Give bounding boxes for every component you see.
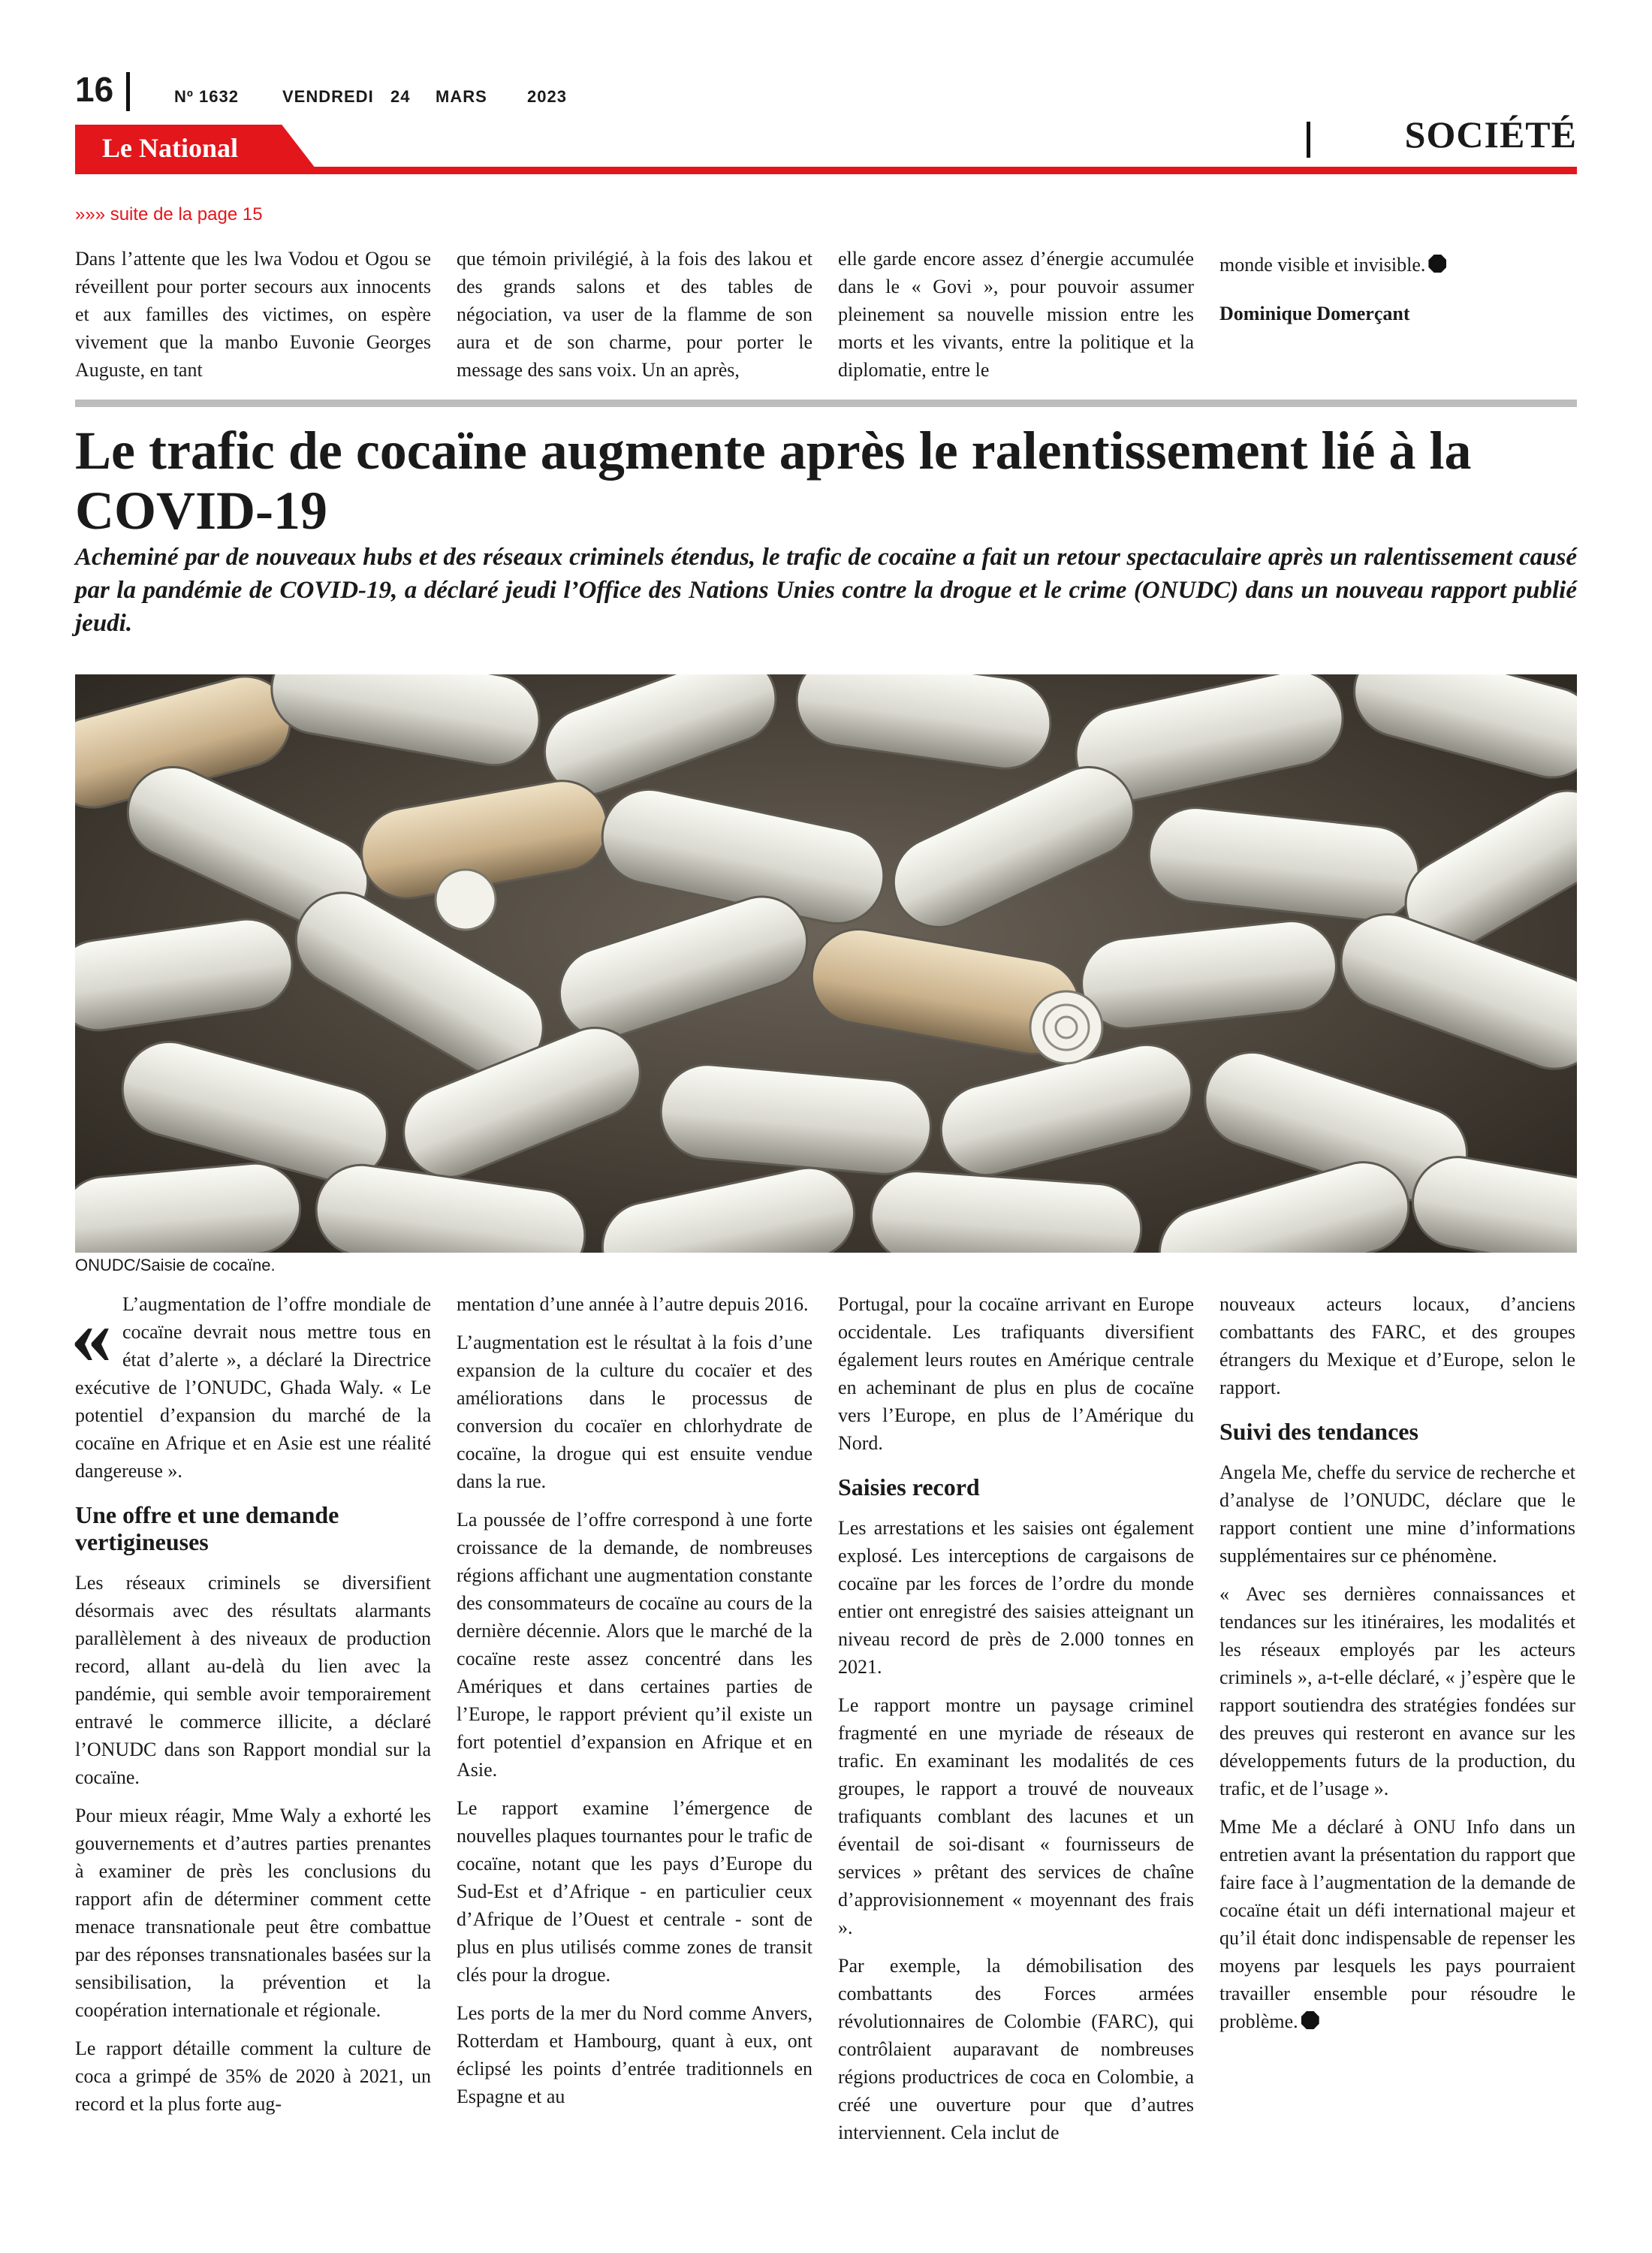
end-of-article-icon	[1301, 2011, 1319, 2029]
opening-quote-mark: «	[71, 1289, 112, 1381]
article-paragraph: Pour mieux réagir, Mme Waly a exhorté les gouvernements et d’autres parties prenantes à examiner de près les conclusions du rapport afin de déterminer comment cette menace transnationale peut être combattue par des réponses transnationales basées sur la sensibilisation, la prévention et la coopération internationale et régionale.	[75, 1805, 431, 2021]
subheading: Suivi des tendances	[1219, 1418, 1418, 1445]
article-col-3	[838, 1290, 1194, 2157]
article-paragraph: Angela Me, cheffe du service de recherche et d’analyse de l’ONUDC, déclare que le rapport contient une mine d’informations supplémentaires sur ce phénomène.	[1219, 1461, 1575, 1567]
prev-article-text: que témoin privilégié, à la fois des lakou et des grands salons et des tables de négociation, va user de la flamme de son aura et de son charme, pour porter le message des sans voix. Un an après,	[457, 248, 812, 381]
continued-from: »»» suite de la page 15	[75, 204, 263, 225]
section-title: SOCIÉTÉ	[1404, 113, 1577, 155]
article-paragraph: Mme Me a déclaré à ONU Info dans un entretien avant la présentation du rapport que faire face à l’augmentation de la demande de cocaïne était un défi international majeur et qu’il était donc indispensable de repenser les moyens par lesquels les pays pourraient travailler ensemble pour résoudre le problème.	[1219, 1816, 1575, 2032]
article-paragraph: Le rapport montre un paysage criminel fragmenté en une myriade de réseaux de trafic. En examinant les modalités de ces groupes, le rapport a trouvé de nouveaux trafiquants comblant des lacunes et un éventail de soi-disant « fournisseurs de services » prêtant des services de chaîne d’approvisionnement « moyennant des frais ».	[838, 1694, 1194, 1938]
article-headline: Le trafic de cocaïne augmente après le ralentissement lié à la COVID-19	[75, 421, 1472, 541]
brand-name: Le National	[102, 133, 239, 163]
issue-month: MARS	[436, 87, 487, 106]
article-paragraph: L’augmentation de l’offre mondiale de cocaïne devrait nous mettre tous en état d’alerte », a déclaré la Directrice exécutive de l’ONUDC, Ghada Waly. « Le potentiel d’expansion du marché de la cocaïne en Afrique et en Asie est une réalité dangereuse ».	[75, 1293, 431, 1482]
cocaine-seizure-photo	[75, 674, 1577, 1253]
prev-article-text: elle garde encore assez d’énergie accumulée dans le « Govi », pour pouvoir assumer pleinement sa nouvelle mission entre les morts et les vivants, entre la politique et la diplomatie, entre le	[838, 248, 1194, 381]
article-paragraph: Les ports de la mer du Nord comme Anvers, Rotterdam et Hambourg, quant à eux, ont éclipsé les points d’entrée traditionnels en Espagne et au	[457, 2002, 812, 2107]
prev-article-text: monde visible et invisible.	[1219, 254, 1426, 276]
article-col-4	[1219, 1290, 1575, 2046]
article-col-2	[457, 1290, 812, 2121]
article-standfirst: Acheminé par de nouveaux hubs et des réseaux criminels étendus, le trafic de cocaïne a fait un retour spectaculaire après un ralentissement causé par la pandémie de COVID-19, a déclaré jeudi l’Office des Nations Unies contre la drogue et le crime (ONUDC) dans un nouveau rapport publié jeudi.	[75, 544, 1577, 637]
prev-article-col-3	[838, 245, 1194, 394]
prev-article-col-1	[75, 245, 431, 394]
prev-article-col-2	[457, 245, 812, 394]
article-paragraph: Les réseaux criminels se diversifient désormais avec des résultats alarmants parallèlement à des niveaux de production record, allant au-delà du lien avec la pandémie, qui semble avoir temporairement entravé le commerce illicite, a déclaré l’ONUDC dans son Rapport mondial sur la cocaïne.	[75, 1572, 431, 1788]
subheading: Une offre et une demande vertigineuses	[75, 1501, 339, 1555]
article-paragraph: L’augmentation est le résultat à la fois d’une expansion de la culture du cocaïer et des améliorations dans le processus de conversion du cocaïer en chlorhydrate de cocaïne, la drogue qui est ensuite vendue dans la rue.	[457, 1332, 812, 1492]
article-paragraph: mentation d’une année à l’autre depuis 2016.	[457, 1293, 809, 1315]
page-number-divider	[126, 72, 130, 111]
photo-caption: ONUDC/Saisie de cocaïne.	[75, 1256, 276, 1274]
article-paragraph: Portugal, pour la cocaïne arrivant en Europe occidentale. Les trafiquants diversifient également leurs routes en Amérique centrale en acheminant de plus en plus de cocaïne vers l’Europe, en plus de l’Amérique du Nord.	[838, 1293, 1194, 1454]
article-photo	[75, 674, 1577, 1253]
prev-article-text: Dans l’attente que les lwa Vodou et Ogou se réveillent pour porter secours aux innocents et aux familles des victimes, on espère vivement que la manbo Euvonie Georges Auguste, en tant	[75, 248, 431, 381]
issue-day: VENDREDI	[282, 87, 374, 106]
page-number: 16	[75, 70, 114, 109]
article-paragraph: Les arrestations et les saisies ont également explosé. Les interceptions de cargaisons de cocaïne par les forces de l’ordre du monde entier ont enregistré des saisies atteignant un niveau record de près de 2.000 tonnes en 2021.	[838, 1517, 1194, 1678]
header-rule	[75, 167, 1577, 174]
article-paragraph: La poussée de l’offre correspond à une forte croissance de la demande, de nombreuses régions affichant une augmentation constante des consommateurs de cocaïne au cours de la dernière décennie. Alors que le marché de la cocaïne reste assez concentré dans les Amériques et dans certaines parties de l’Europe, le rapport prévient qu’il existe un fort potentiel d’expansion en Afrique et en Asie.	[457, 1509, 812, 1781]
end-of-article-icon	[1428, 255, 1446, 273]
author-signature: Dominique Domerçant	[1219, 303, 1410, 324]
section-divider	[1307, 122, 1310, 158]
article-paragraph: nouveaux acteurs locaux, d’anciens combattants des FARC, et des groupes étrangers du Mexique et d’Europe, selon le rapport.	[1219, 1293, 1575, 1398]
issue-year: 2023	[527, 87, 567, 106]
article-paragraph: Par exemple, la démobilisation des combattants des Forces armées révolutionnaires de Colombie (FARC), qui contrôlaient auparavant de nombreuses régions productrices de coca en Colombie, a créé une ouverture pour que d’autres interviennent. Cela inclut de	[838, 1955, 1194, 2143]
issue-date: 24	[390, 87, 411, 106]
subheading: Saisies record	[838, 1473, 980, 1500]
article-paragraph: Le rapport examine l’émergence de nouvelles plaques tournantes pour le trafic de cocaïne, notant que les pays d’Europe du Sud-Est et d’Afrique - en particulier ceux d’Afrique de l’Ouest et centrale - sont de plus en plus utilisés comme zones de transit clés pour la drogue.	[457, 1797, 812, 1986]
article-paragraph: Le rapport détaille comment la culture de coca a grimpé de 35% de 2020 à 2021, un record et la plus forte aug-	[75, 2037, 431, 2115]
issue-number: Nº 1632	[174, 87, 239, 106]
article-col-1	[71, 1289, 431, 2128]
prev-article-col-4	[1219, 251, 1575, 338]
article-separator	[75, 400, 1577, 407]
article-paragraph: « Avec ses dernières connaissances et tendances sur les itinéraires, les modalités et les réseaux employés par les acteurs criminels », a-t-elle déclaré, « j’espère que le rapport soutiendra des stratégies fondées sur des preuves qui resteront en avance sur les développements futurs de la production, du trafic, et de l’usage ».	[1219, 1583, 1575, 1799]
